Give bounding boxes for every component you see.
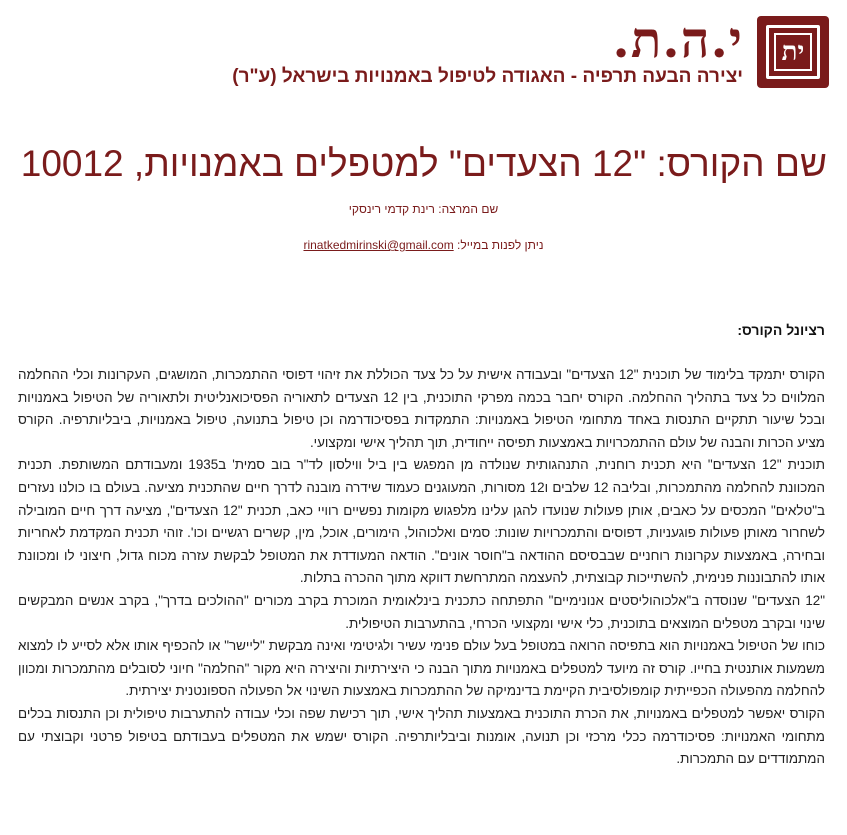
contact-line [0, 238, 847, 252]
rationale-paragraph: הקורס יתמקד בלימוד של תוכנית "12 הצעדים" ובעבודה אישית על כל צעד הכוללת את זיהוי דפוסי ההתמכרות, המושגים, העקרונות וכלי ההחלמה המלווים כל צעד בתהליך ההחלמה. הקורס יחבר בכמה מפרקי התוכנית, בין 12 הצעדים לתאוריה הפסיכואנליטית ולתאוריה של הטיפול באמנויות ובכל שיעור תתקיים התנסות באחד מתחומי הטיפול באמנויות: התמקדות בפסיכודרמה וכן טיפול בתנועה, טיפול באמנויות, ביבליותרפיה. הקורס מציע הכרות והבנה של עולם ההתמכרויות באמצעות תפיסה ייחודית, תוך תהליך אישי ומקצועי. [18, 367, 825, 450]
contact-label: ניתן לפנות במייל: [457, 238, 544, 252]
brand-name: י.ה.ת. [612, 10, 743, 69]
brand-tagline: יצירה הבעה תרפיה - האגודה לטיפול באמנויות בישראל (ע"ר) [232, 66, 743, 87]
rationale-paragraph: תוכנית "12 הצעדים" היא תכנית רוחנית, התנהגותית שנולדה מן המפגש בין ביל ווילסון לד"ר בוב סמית' ב1935 ומעבודתם המשותפת. תכנית המכוונת להחלמה מהתמכרות, ובליבה 12 שלבים ו12 מסורות, המעוגנים כעמוד שידרה מובנה לדרך חיים שהתכנית מציעה. בעולם בו כולנו נעזרים ב"טלאים" המכסים על כאבים, אותן פעולות שנועדו להגן עלינו מלפגוש מקומות נפשיים רוויי כאב, תכנית "12 הצעדים", מציעה דרך חיים המובילה לשחרור מאותן פעולות פוגעניות, דפוסים והתמכרויות שונות: סמים ואלכוהול, הימורים, אוכל, מין, קשרים רגשיים וכו'. זוהי תכנית המקדמת לאחריות ובחירה, באמצעות עקרונות רוחניים שבבסיסם ההודאה ב"חוסר אונים". הודאה המעודדת את המטופל לבקשת עזרה מכוח גדול, חיצוני לו ומכוונת אותו להתבוננות פנימית, להשתייכות קבוצתית, להעצמה המתרחשת דווקא מתוך ההכרה בתלות. [18, 457, 826, 586]
page-header [18, 10, 829, 96]
contact-email-link[interactable]: rinatkedmirinski@gmail.com [303, 238, 454, 252]
rationale-paragraph: כוחו של הטיפול באמנויות הוא בתפיסה הרואה במטופל בעל עולם פנימי עשיר ולגיטימי ואינה מבקשת "ליישר" או להכפיף אותו אלא לסייע לו למצוא משמעות אותנטית בחייו. קורס זה מיועד למטפלים באמנויות מתוך הבנה כי היצירתיות והיצירה היא מקור "החלמה" חיוני לסובלים מהתמכרות ומכוון להחלמה מהפעולה הכפייתית קומפולסיבית הקיימת בדינמיקה של ההתמכרות באמצעות השינוי אל הפעולה הספונטנית יצירתית. [18, 638, 825, 699]
lecturer-name: שם המרצה: רינת קדמי רינסקי [348, 202, 499, 216]
course-title: שם הקורס: "12 הצעדים" למטפלים באמנויות, 10012 [20, 142, 827, 184]
logo-glyph: ית [781, 37, 805, 67]
rationale-heading: רציונל הקורס: [737, 322, 825, 338]
rationale-paragraph: "12 הצעדים" שנוסדה ב"אלכוהוליסטים אנונימיים" התפתחה כתכנית בינלאומית המוכרת בקרב מכורים "ההולכים בדרך", בקרב אנשים המבקשים שינוי ובקרב מטפלים המוצאים בתוכנית, כלי אישי ומקצועי הכרחי, בהתערבות הטיפולית. [18, 592, 825, 631]
rationale-body [18, 364, 825, 771]
association-logo[interactable] [757, 16, 829, 88]
rationale-paragraph: הקורס יאפשר למטפלים באמנויות, את הכרת התוכנית באמצעות תהליך אישי, תוך רכישת שפה וכלי עבודה להתערבות טיפולית וכן התנסות בכלים מתחומי האמנויות: פסיכודרמה ככלי מרכזי וכן תנועה, אומנות וביבליותרפיה. הקורס ישמש את המטפלים בעבודתם בטיפול פרטני וקבוצתי עם המתמודדים עם התמכרות. [18, 705, 825, 767]
